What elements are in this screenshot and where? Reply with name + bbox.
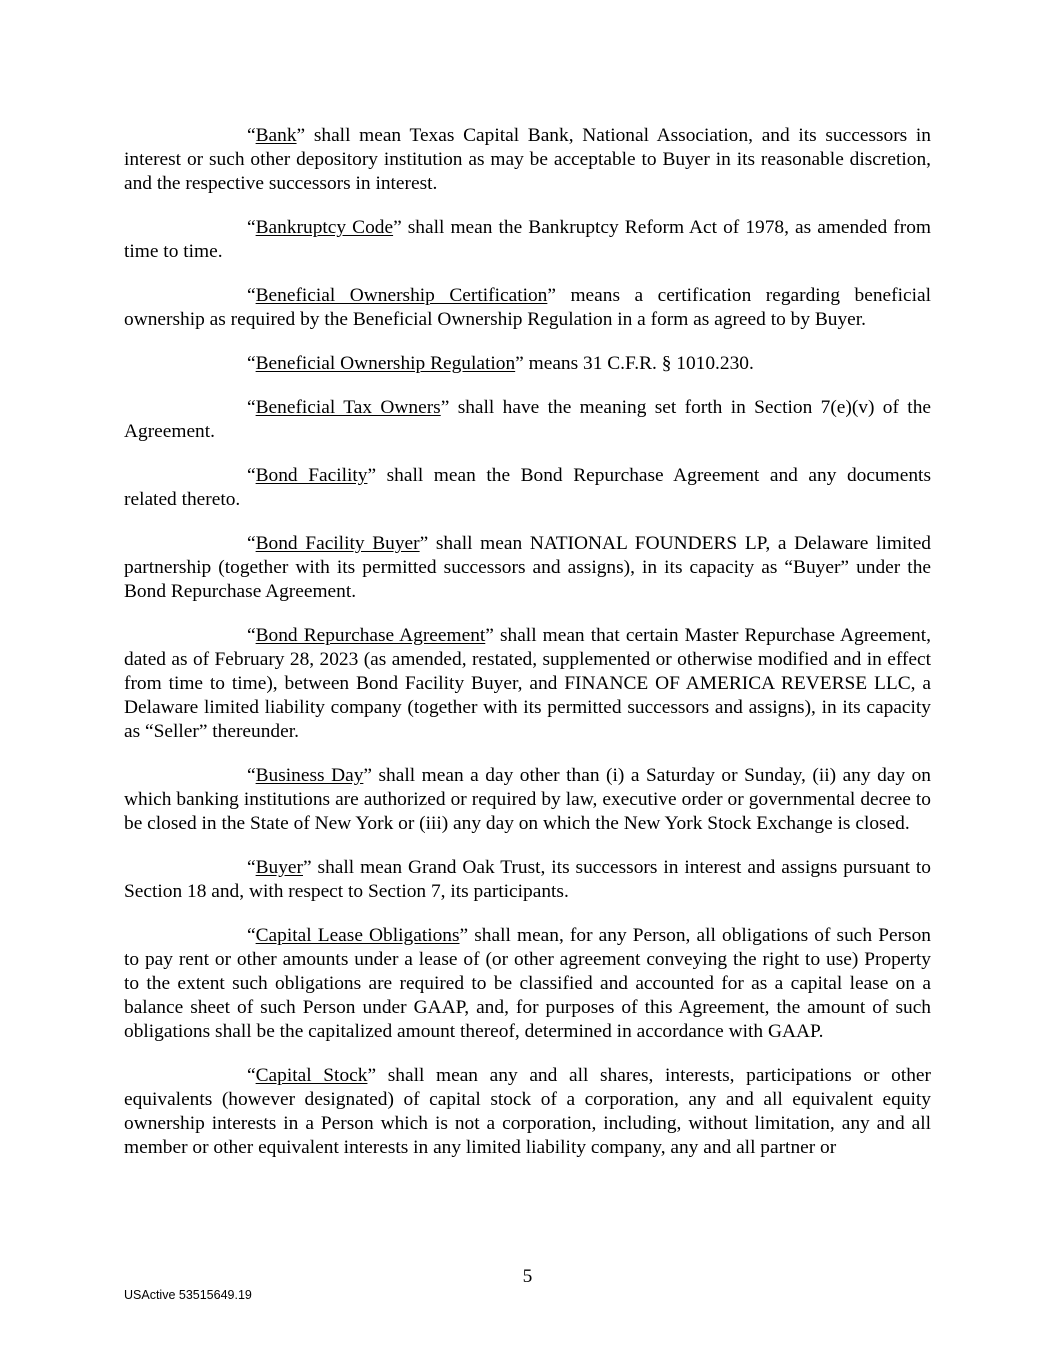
open-quote: “ bbox=[247, 217, 256, 238]
definitions-list bbox=[124, 124, 931, 1180]
definition-beneficial-ownership-certification bbox=[124, 284, 931, 332]
definition-bankruptcy-code bbox=[124, 216, 931, 264]
definition-capital-stock bbox=[124, 1064, 931, 1160]
definition-text: ” means 31 C.F.R. § 1010.230. bbox=[515, 353, 754, 374]
definition-bank bbox=[124, 124, 931, 196]
open-quote: “ bbox=[247, 1065, 256, 1086]
definition-bond-facility bbox=[124, 464, 931, 512]
document-id: USActive 53515649.19 bbox=[124, 1288, 252, 1302]
definition-text: ” shall mean, for any Person, all obligations of such Person to pay rent or other amounts under a lease of (or other agreement conveying the right to use) Property to the extent such obligations are required to be classified and accounted for as a capital lease on a balance sheet of such Person under GAAP, and, for purposes of this Agreement, the amount of such obligations shall be the capitalized amount thereof, determined in accordance with GAAP. bbox=[124, 925, 931, 1042]
defined-term: Bond Facility Buyer bbox=[255, 533, 420, 554]
definition-text: ” shall mean a day other than (i) a Saturday or Sunday, (ii) any day on which banking institutions are authorized or required by law, executive order or governmental decree to be closed in the State of New York or (iii) any day on which the New York Stock Exchange is closed. bbox=[124, 765, 931, 834]
defined-term: Bond Repurchase Agreement bbox=[255, 625, 486, 646]
page-number: 5 bbox=[522, 1266, 533, 1287]
defined-term: Capital Lease Obligations bbox=[255, 925, 460, 946]
definition-bond-repurchase-agreement bbox=[124, 624, 931, 744]
definition-text: ” shall mean Grand Oak Trust, its successors in interest and assigns pursuant to Section 18 and, with respect to Section 7, its participants. bbox=[124, 857, 931, 902]
defined-term: Capital Stock bbox=[255, 1065, 368, 1086]
open-quote: “ bbox=[247, 465, 256, 486]
open-quote: “ bbox=[247, 353, 256, 374]
defined-term: Bond Facility bbox=[255, 465, 368, 486]
definition-business-day bbox=[124, 764, 931, 836]
open-quote: “ bbox=[247, 533, 256, 554]
definition-bond-facility-buyer bbox=[124, 532, 931, 604]
open-quote: “ bbox=[247, 925, 256, 946]
open-quote: “ bbox=[247, 125, 256, 146]
definition-text: ” shall mean Texas Capital Bank, National Association, and its successors in interest or such other depository institution as may be acceptable to Buyer in its reasonable discretion, and the respective successors in interest. bbox=[124, 125, 931, 194]
definition-text: ” shall have the meaning set forth in Section 7(e)(v) of the Agreement. bbox=[124, 397, 931, 442]
definition-text: ” means a certification regarding beneficial ownership as required by the Beneficial Ownership Regulation in a form as agreed to by Buyer. bbox=[124, 285, 931, 330]
defined-term: Business Day bbox=[255, 765, 364, 786]
definition-text: ” shall mean that certain Master Repurchase Agreement, dated as of February 28, 2023 (as amended, restated, supplemented or otherwise modified and in effect from time to time), between Bond Facility Buyer, and FINANCE OF AMERICA REVERSE LLC, a Delaware limited liability company (together with its permitted successors and assigns), in its capacity as “Seller” thereunder. bbox=[124, 625, 931, 742]
definition-text: ” shall mean the Bond Repurchase Agreement and any documents related thereto. bbox=[124, 465, 931, 510]
open-quote: “ bbox=[247, 285, 256, 306]
open-quote: “ bbox=[247, 857, 256, 878]
open-quote: “ bbox=[247, 397, 256, 418]
open-quote: “ bbox=[247, 765, 256, 786]
defined-term: Beneficial Tax Owners bbox=[255, 397, 441, 418]
definition-text: ” shall mean the Bankruptcy Reform Act of 1978, as amended from time to time. bbox=[124, 217, 931, 262]
definition-text: ” shall mean NATIONAL FOUNDERS LP, a Delaware limited partnership (together with its permitted successors and assigns), in its capacity as “Buyer” under the Bond Repurchase Agreement. bbox=[124, 533, 931, 602]
defined-term: Beneficial Ownership Regulation bbox=[255, 353, 516, 374]
defined-term: Buyer bbox=[255, 857, 303, 878]
defined-term: Bank bbox=[255, 125, 297, 146]
definition-capital-lease-obligations bbox=[124, 924, 931, 1044]
defined-term: Beneficial Ownership Certification bbox=[255, 285, 548, 306]
definition-beneficial-tax-owners bbox=[124, 396, 931, 444]
defined-term: Bankruptcy Code bbox=[255, 217, 394, 238]
open-quote: “ bbox=[247, 625, 256, 646]
definition-beneficial-ownership-regulation bbox=[124, 352, 931, 376]
definition-buyer bbox=[124, 856, 931, 904]
definition-text: ” shall mean any and all shares, interests, participations or other equivalents (however designated) of capital stock of a corporation, any and all equivalent equity ownership interests in a Person which is not a corporation, including, without limitation, any and all member or other equivalent interests in any limited liability company, any and all partner or bbox=[124, 1065, 931, 1158]
